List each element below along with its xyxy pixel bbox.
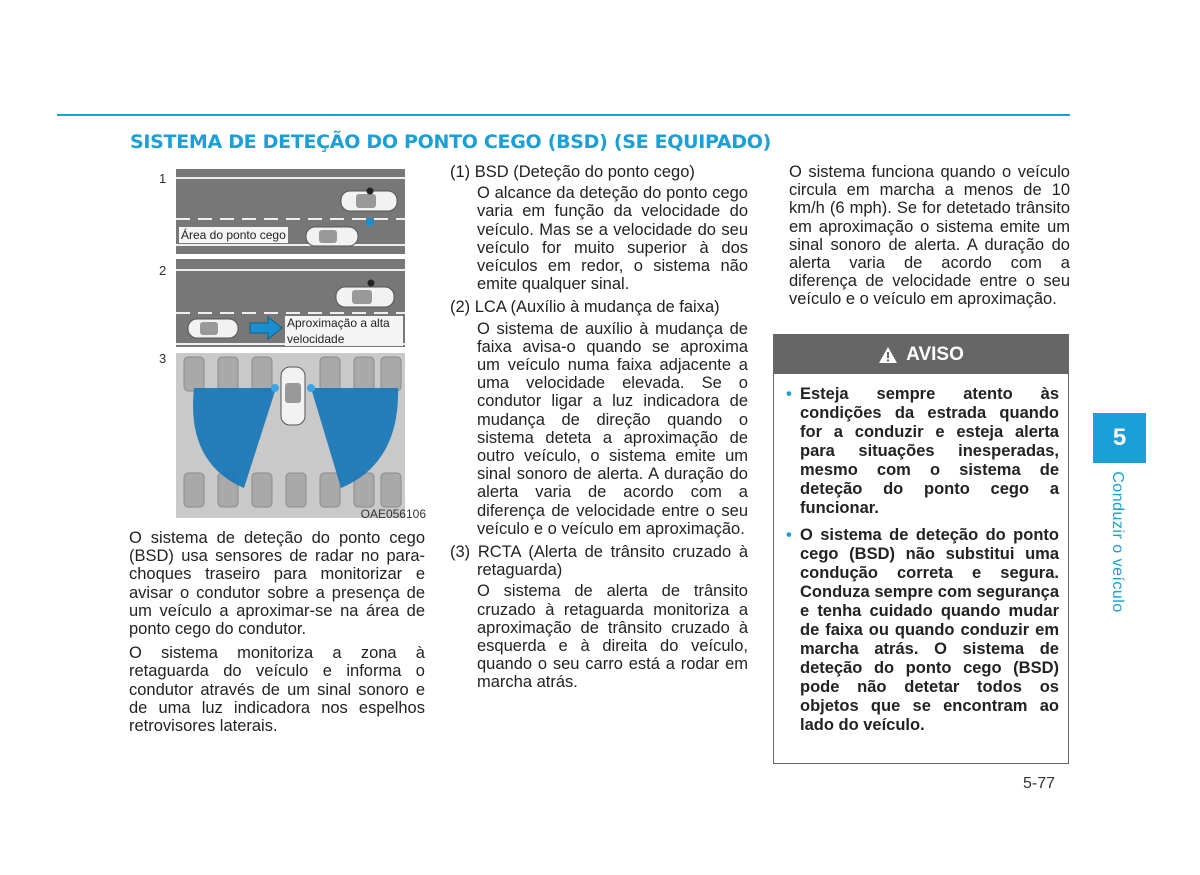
parking-lot-scene xyxy=(176,353,405,518)
high-speed-label: Aproximação a alta velocidade xyxy=(287,316,390,346)
warning-bullet xyxy=(786,526,1059,735)
panel-blind-spot xyxy=(176,169,405,254)
chapter-title: Conduzir o veículo xyxy=(1109,471,1126,613)
header-rule xyxy=(57,114,1070,116)
bullet-icon: • xyxy=(786,385,792,403)
list-item xyxy=(450,298,748,538)
list-item xyxy=(450,163,748,293)
warning-title: AVISO xyxy=(906,343,964,365)
figure-code: OAE056106 xyxy=(360,507,426,521)
panel-number-3: 3 xyxy=(159,351,167,366)
list-item xyxy=(450,543,748,692)
panel-number-1: 1 xyxy=(159,171,167,186)
warning-bullet-text: Esteja sempre atento às condições da estrada quando for a conduzir e esteja alerta para situações inesperadas, mesmo com o sistema de deteção do ponto cego a funcionar. xyxy=(800,385,1059,517)
chapter-number-tab: 5 xyxy=(1093,413,1146,463)
item-text: O alcance da deteção do ponto cego varia em função da velocidade do veículo. Mas se a velocidade do seu veículo for muito superior à dos veículos em redor, o sistema não emite qualquer sinal. xyxy=(477,184,748,294)
warning-bullet xyxy=(786,385,1059,518)
item-heading: (2) LCA (Auxílio à mudança de faixa) xyxy=(450,298,720,317)
bsd-illustration xyxy=(155,165,430,523)
approaching-car-icon xyxy=(188,319,238,338)
other-car-icon xyxy=(306,227,358,246)
page-number: 5-77 xyxy=(1023,775,1056,792)
operation-text xyxy=(789,163,1070,309)
bullet-icon: • xyxy=(786,526,792,544)
intro-paragraph: O sistema monitoriza a zona à retaguarda do veículo e informa o condutor através de um sinal sonoro e de uma luz indicadora nos espelhos retrovisores laterais. xyxy=(129,644,425,736)
operation-paragraph: O sistema funciona quando o veículo circula em marcha a menos de 10 km/h (6 mph). Se for detetado trânsito em aproximação o sistema emite um sinal sonoro de alerta. A duração do alerta varia de acordo com a diferença de velocidade entre o seu veículo e o veículo em aproximação. xyxy=(789,163,1070,309)
panel-lane-change xyxy=(176,259,405,347)
item-heading: (3) RCTA (Alerta de trânsito cruzado à retaguarda) xyxy=(450,543,748,580)
intro-paragraph: O sistema de deteção do ponto cego (BSD) usa sensores de radar no para-choques traseiro para monitorizar e avisar o condutor sobre a presença de um veículo a aproximar-se na área de ponto cego do condutor. xyxy=(129,529,425,639)
panel-rear-cross-traffic xyxy=(176,353,405,518)
warning-box xyxy=(773,334,1069,764)
blind-spot-label: Área do ponto cego xyxy=(181,228,286,242)
function-list xyxy=(450,163,748,697)
panel-number-2: 2 xyxy=(159,263,167,278)
warning-header xyxy=(774,335,1068,374)
item-text: O sistema de alerta de trânsito cruzado à retaguarda monitoriza a aproximação de trânsito cruzado à esquerda e à direita do veículo, quando o seu carro está a rodar em marcha atrás. xyxy=(477,582,748,692)
warning-bullet-text: O sistema de deteção do ponto cego (BSD) não substitui uma condução correta e segura. Conduza sempre com segurança e tenha cuidado quando mudar de faixa ou quando conduzir em marcha atrás. O sistema de deteção do ponto cego (BSD) pode não detetar todos os objetos que se encontram ao lado do veículo. xyxy=(800,526,1059,734)
page-title: SISTEMA DE DETEÇÃO DO PONTO CEGO (BSD) (SE EQUIPADO) xyxy=(130,131,772,153)
reversing-car-icon xyxy=(281,367,305,425)
intro-text xyxy=(129,529,425,735)
warning-triangle-icon xyxy=(878,346,898,364)
host-car-icon xyxy=(336,287,394,307)
item-heading: (1) BSD (Deteção do ponto cego) xyxy=(450,163,695,181)
item-text: O sistema de auxílio à mudança de faixa avisa-o quando se aproxima um veículo numa faixa adjacente a uma velocidade elevada. Se o condutor ligar a luz indicadora de mudança de direção quando o sistema deteta a aproximação de outro veículo, o sistema emite um sinal sonoro de alerta. A duração do alerta varia de acordo com a diferença de velocidade entre o seu veículo e o veículo em aproximação. xyxy=(477,319,748,538)
